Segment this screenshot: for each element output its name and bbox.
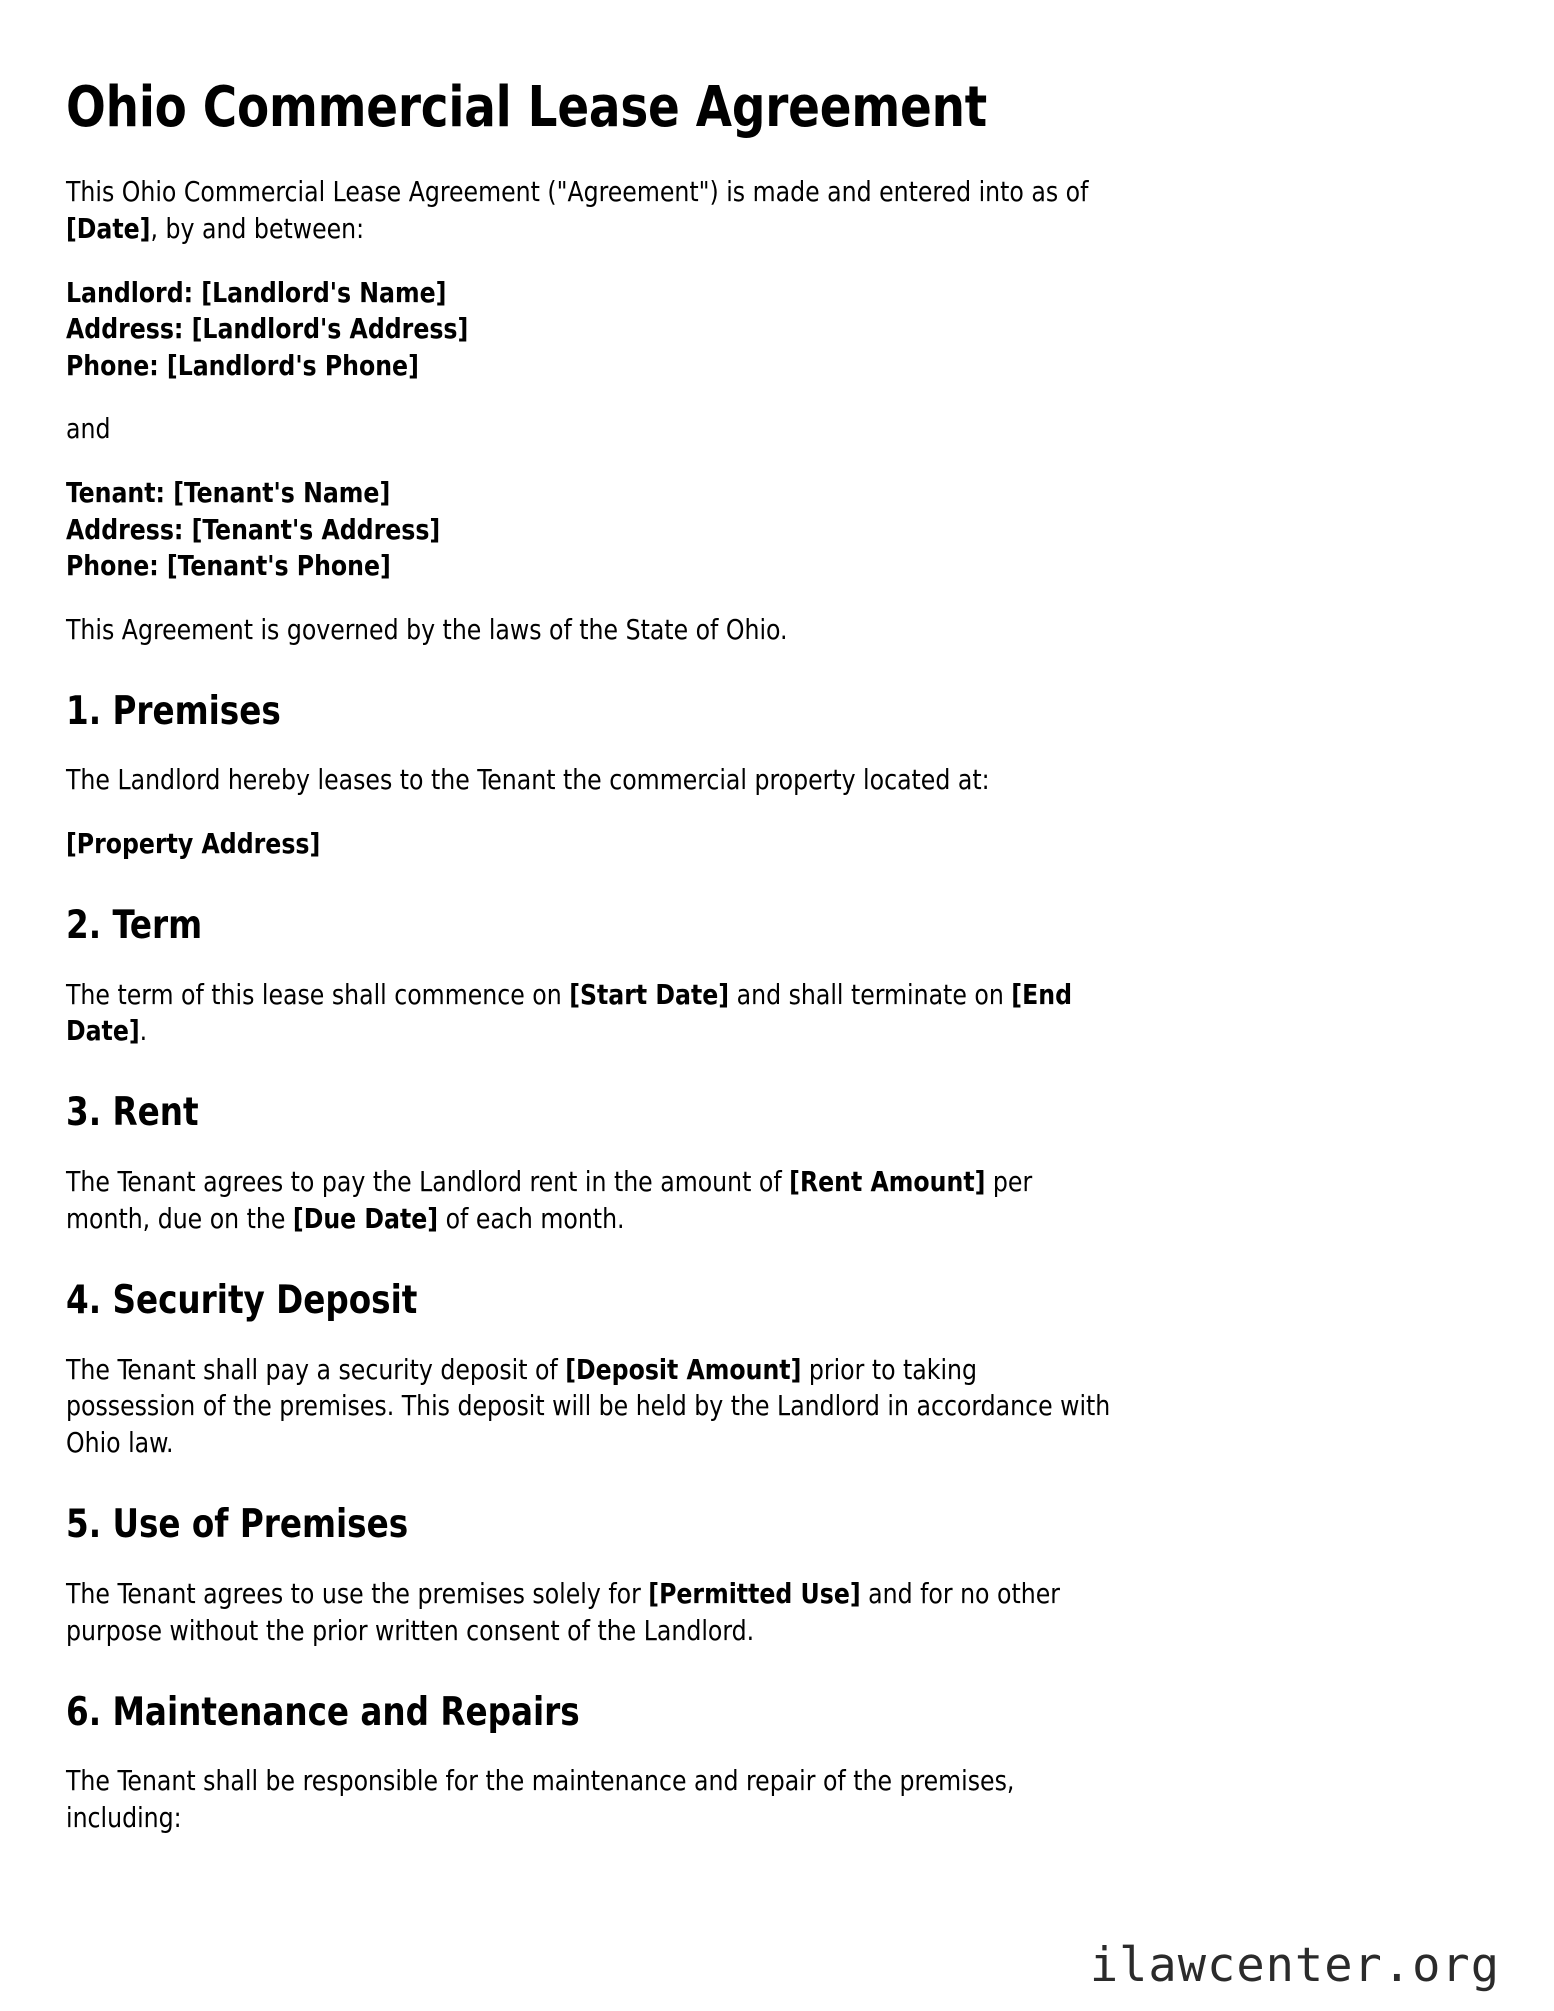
section-body-use-of-premises (66, 1576, 1113, 1650)
rent-due-date-placeholder: [Due Date] (292, 1202, 439, 1235)
rent-amount-placeholder: [Rent Amount] (789, 1166, 986, 1199)
section-heading-use-of-premises: 5. Use of Premises (66, 1502, 409, 1548)
permitted-use-placeholder: [Permitted Use] (648, 1577, 861, 1610)
intro-date-placeholder: [Date] (66, 212, 151, 245)
tenant-name-line: Tenant: [Tenant's Name] (66, 477, 391, 510)
governing-law-paragraph: This Agreement is governed by the laws of the State of Ohio. (66, 613, 788, 646)
use-text-after: and for no other purpose without the prior written consent of the Landlord. (66, 1577, 1060, 1647)
tenant-block (66, 475, 1113, 585)
tenant-address-line: Address: [Tenant's Address] (66, 513, 441, 546)
landlord-address-line: Address: [Landlord's Address] (66, 313, 469, 346)
term-text-middle: and shall terminate on (729, 978, 1012, 1011)
property-address-placeholder: [Property Address] (66, 828, 321, 861)
section-body-premises: The Landlord hereby leases to the Tenant the commercial property located at: (66, 764, 990, 797)
term-start-date-placeholder: [Start Date] (569, 978, 730, 1011)
landlord-name-line: Landlord: [Landlord's Name] (66, 276, 447, 309)
deposit-text-after: prior to taking possession of the premises. This deposit will be held by the Landlord in accordance with Ohio law. (66, 1353, 1111, 1460)
intro-text-after: , by and between: (150, 212, 365, 245)
term-text-after: . (139, 1015, 148, 1048)
section-heading-rent: 3. Rent (66, 1090, 199, 1136)
section-heading-security-deposit: 4. Security Deposit (66, 1277, 418, 1323)
intro-paragraph (66, 174, 1113, 248)
section-heading-maintenance-and-repairs: 6. Maintenance and Repairs (66, 1689, 580, 1735)
section-body-term (66, 977, 1113, 1051)
conjunction-and: and (66, 413, 111, 446)
deposit-text-before: The Tenant shall pay a security deposit of (66, 1353, 566, 1386)
section-body-security-deposit (66, 1352, 1113, 1463)
intro-text-before: This Ohio Commercial Lease Agreement ("Agreement") is made and entered into as of (66, 175, 1089, 208)
tenant-phone-line: Phone: [Tenant's Phone] (66, 550, 391, 583)
section-body-maintenance-and-repairs: The Tenant shall be responsible for the maintenance and repair of the premises, including: (66, 1765, 1015, 1835)
use-text-before: The Tenant agrees to use the premises solely for (66, 1577, 649, 1610)
section-heading-term: 2. Term (66, 902, 203, 948)
section-body-rent (66, 1164, 1113, 1238)
rent-text-after: of each month. (438, 1202, 625, 1235)
term-end-date-placeholder: [End Date] (66, 978, 1072, 1048)
landlord-phone-line: Phone: [Landlord's Phone] (66, 349, 419, 382)
landlord-block (66, 275, 1113, 385)
page-title: Ohio Commercial Lease Agreement (66, 75, 987, 140)
rent-text-middle: per month, due on the (66, 1166, 1033, 1235)
deposit-amount-placeholder: [Deposit Amount] (565, 1353, 802, 1386)
term-text-before: The term of this lease shall commence on (66, 978, 570, 1011)
section-heading-premises: 1. Premises (66, 688, 281, 734)
site-watermark: ilawcenter.org (1089, 1938, 1500, 1993)
rent-text-before: The Tenant agrees to pay the Landlord rent in the amount of (66, 1166, 790, 1199)
